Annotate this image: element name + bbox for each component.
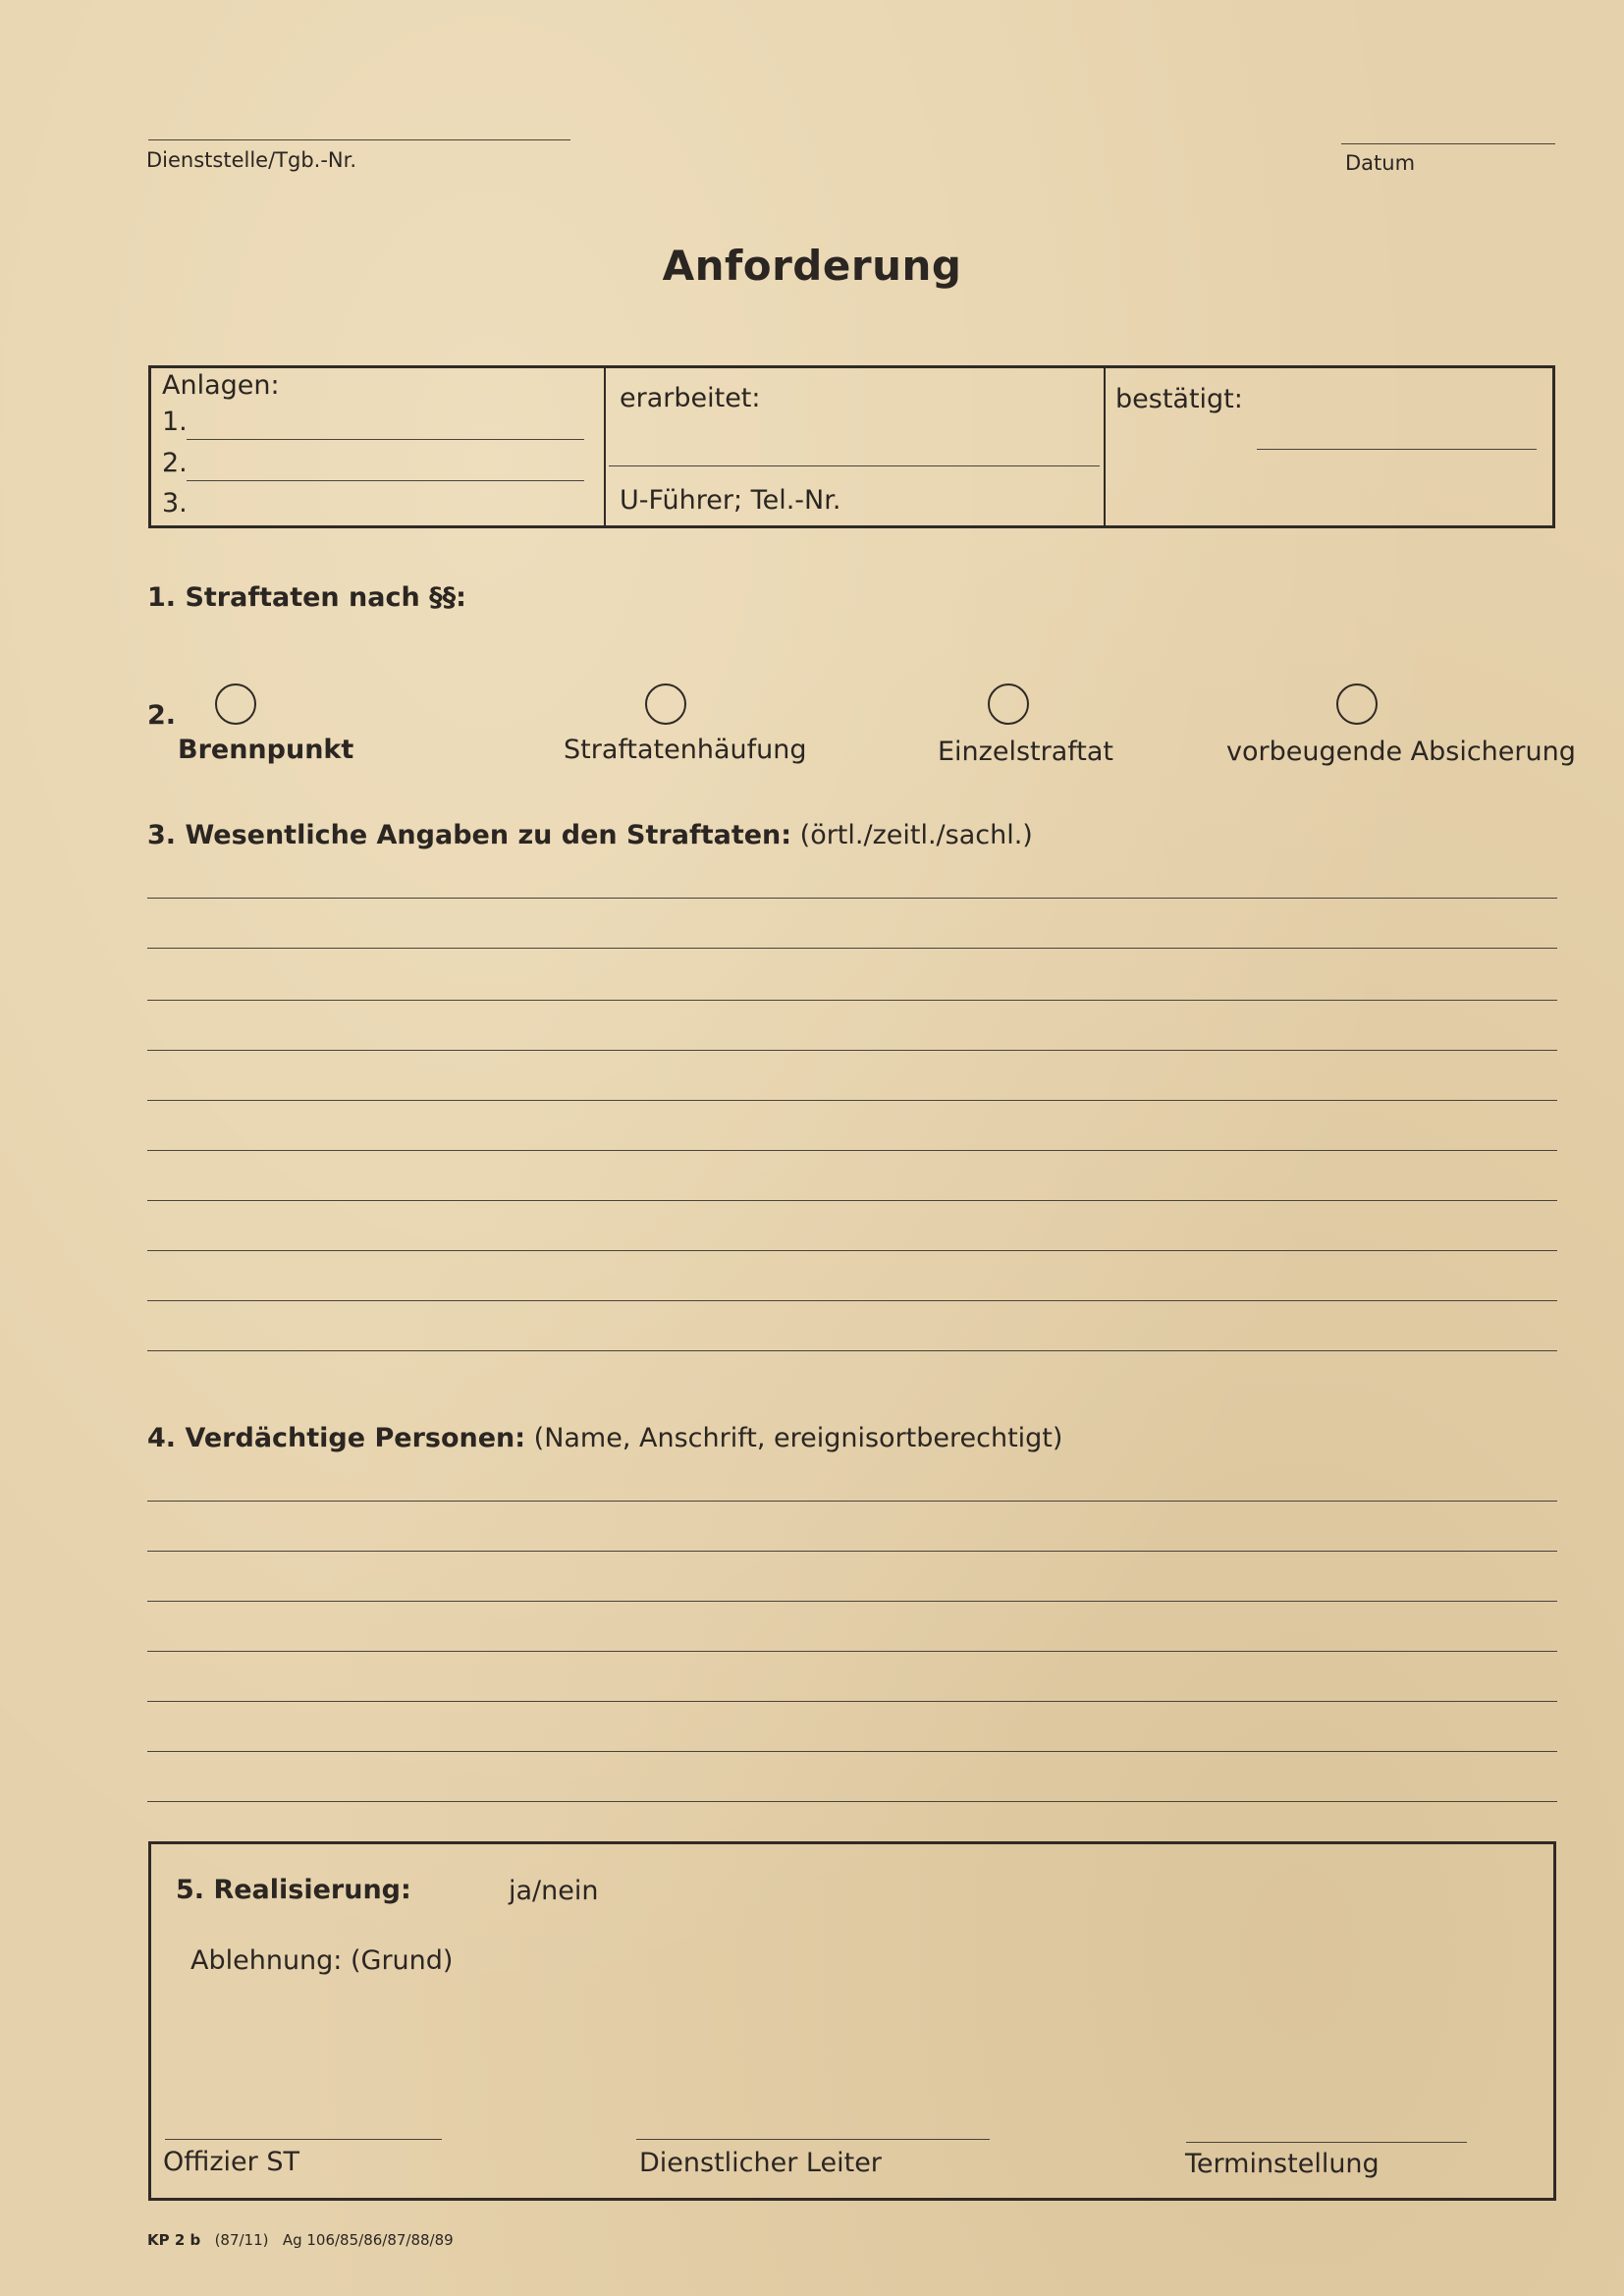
attachment-item-3: 3.	[162, 488, 188, 519]
section3-writing-line-8[interactable]	[147, 1250, 1557, 1251]
page-title: Anforderung	[662, 242, 962, 290]
section4-writing-line-4[interactable]	[147, 1651, 1557, 1652]
section4-writing-line-1[interactable]	[147, 1501, 1557, 1502]
yes-no-label: ja/nein	[509, 1876, 599, 1906]
prepared-label: erarbeitet:	[620, 383, 761, 413]
section3-writing-line-2[interactable]	[147, 948, 1557, 949]
section3-label-note: (örtl./zeitl./sachl.)	[799, 820, 1033, 850]
section3-writing-line-9[interactable]	[147, 1300, 1557, 1301]
vorbeugende-absicherung-radio[interactable]	[1336, 683, 1378, 725]
section3-label-main: 3. Wesentliche Angaben zu den Straftaten:	[147, 820, 792, 850]
form-code-main: KP 2 b	[147, 2231, 201, 2249]
section3-writing-line-1[interactable]	[147, 898, 1557, 899]
section4-writing-line-5[interactable]	[147, 1701, 1557, 1702]
leader-label: Dienstlicher Leiter	[639, 2148, 882, 2178]
office-label: Dienststelle/Tgb.-Nr.	[146, 148, 356, 172]
officer-signature-line[interactable]	[165, 2139, 442, 2140]
table-divider-2	[1104, 368, 1106, 525]
leader-signature-line[interactable]	[636, 2139, 990, 2140]
section5-label: 5. Realisierung:	[176, 1875, 411, 1905]
date-label: Datum	[1345, 151, 1416, 175]
section4-writing-line-2[interactable]	[147, 1551, 1557, 1552]
brennpunkt-label: Brennpunkt	[178, 735, 354, 765]
section3-writing-line-6[interactable]	[147, 1150, 1557, 1151]
attachment-item-1: 1.	[162, 407, 188, 437]
vorbeugende-absicherung-label: vorbeugende Absicherung	[1226, 737, 1576, 767]
straftatenhaeufung-radio[interactable]	[645, 683, 686, 725]
form-code	[147, 2231, 454, 2249]
straftatenhaeufung-label: Straftatenhäufung	[564, 735, 807, 765]
section4-label	[147, 1423, 1062, 1453]
section3-label	[147, 820, 1033, 850]
confirmed-label: bestätigt:	[1115, 384, 1243, 414]
rejection-reason-label: Ablehnung: (Grund)	[190, 1945, 454, 1976]
table-divider-1	[604, 368, 606, 525]
section1-offenses-label: 1. Straftaten nach §§:	[147, 582, 466, 613]
section4-writing-line-7[interactable]	[147, 1801, 1557, 1802]
section2-number: 2.	[147, 700, 177, 731]
deadline-line[interactable]	[1186, 2142, 1467, 2143]
brennpunkt-radio[interactable]	[215, 683, 256, 725]
date-line	[1341, 143, 1555, 144]
section4-writing-line-6[interactable]	[147, 1751, 1557, 1752]
attachments-table	[148, 365, 1555, 528]
attachment-line-1[interactable]	[187, 439, 584, 440]
office-line	[148, 139, 570, 140]
section4-label-note: (Name, Anschrift, ereignisortberechtigt)	[533, 1423, 1063, 1453]
section4-writing-line-3[interactable]	[147, 1601, 1557, 1602]
attachment-item-2: 2.	[162, 448, 188, 478]
section4-label-main: 4. Verdächtige Personen:	[147, 1423, 526, 1453]
prepared-signature-line[interactable]	[609, 465, 1100, 466]
section3-writing-line-4[interactable]	[147, 1050, 1557, 1051]
officer-label: Offizier ST	[163, 2147, 299, 2177]
leader-phone-label: U-Führer; Tel.-Nr.	[620, 485, 841, 516]
section3-writing-line-10[interactable]	[147, 1350, 1557, 1351]
attachment-line-2[interactable]	[187, 480, 584, 481]
einzelstraftat-label: Einzelstraftat	[938, 737, 1114, 767]
section3-writing-line-7[interactable]	[147, 1200, 1557, 1201]
deadline-label: Terminstellung	[1185, 2149, 1380, 2179]
einzelstraftat-radio[interactable]	[988, 683, 1029, 725]
attachments-label: Anlagen:	[162, 370, 280, 401]
print-code: Ag 106/85/86/87/88/89	[282, 2231, 454, 2249]
section3-writing-line-5[interactable]	[147, 1100, 1557, 1101]
form-version: (87/11)	[214, 2231, 269, 2249]
confirmed-signature-line[interactable]	[1257, 449, 1537, 450]
section3-writing-line-3[interactable]	[147, 1000, 1557, 1001]
